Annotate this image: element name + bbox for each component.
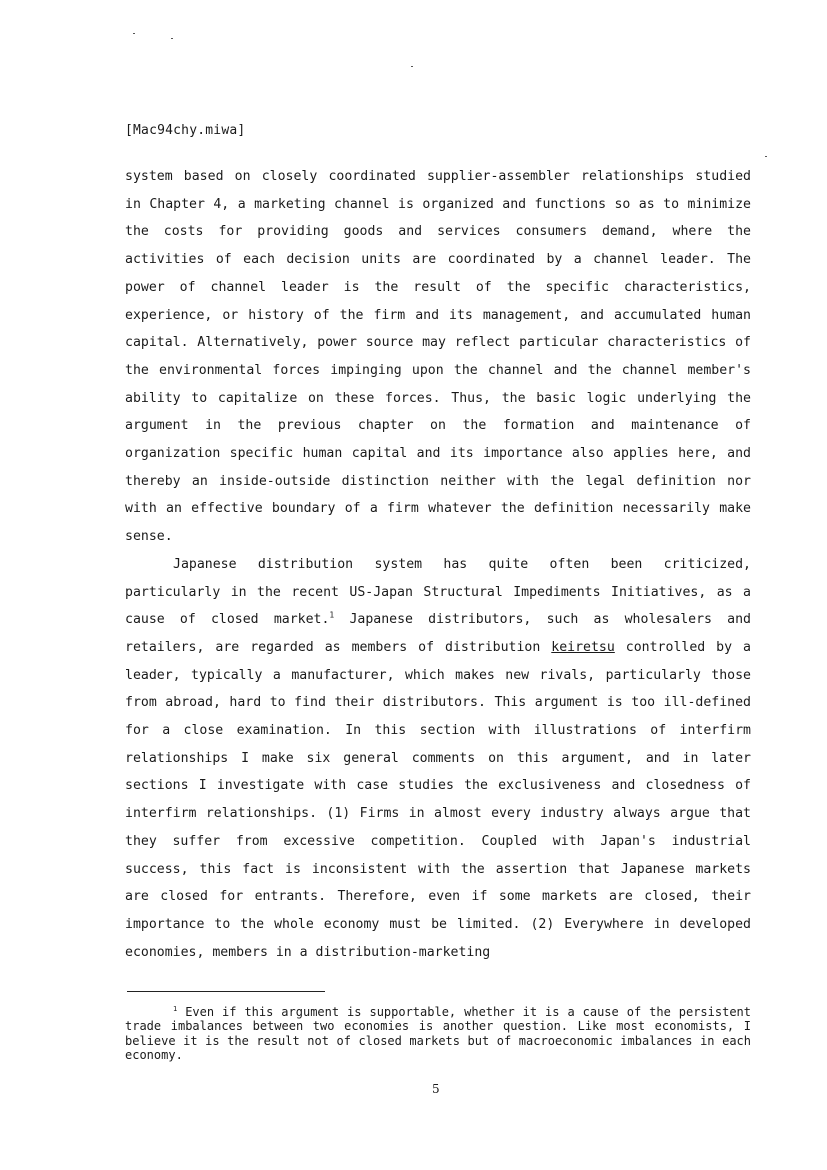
paragraph-2-part-1: Japanese distribution system has quite often been criticized, particularly in the recent US-Japan Structural Impediments Initiatives, as a cause of closed market.: [125, 556, 751, 628]
scan-speck: [133, 33, 135, 34]
paragraph-2-part-2: Japanese distributors, such as wholesalers and retailers, are regarded as members of distribution: [125, 612, 751, 655]
scan-speck: [171, 38, 173, 39]
paragraph-2-part-3: controlled by a leader, typically a manufacturer, which makes new rivals, particularly those from abroad, hard to find their distributors. This argument is too ill-defined for a close examination. In this section with illustrations of interfirm relationships I make six general comments on this argument, and in later sections I investigate with case studies the exclusiveness and closedness of interfirm relationships. (1) Firms in almost every industry always argue that they suffer from excessive competition. Coupled with Japan's industrial success, this fact is inconsistent with the assertion that Japanese markets are closed for entrants. Therefore, even if some markets are closed, their importance to the whole economy must be limited. (2) Everywhere in developed economies, members in a distribution-marketing: [125, 639, 751, 960]
body-text: [125, 163, 751, 966]
keyword-keiretsu: keiretsu: [551, 639, 615, 655]
footnote-reference: 1: [329, 610, 335, 620]
scan-speck: [765, 156, 767, 157]
footnote-text: Even if this argument is supportable, whether it is a cause of the persistent trade imbalances between two economies is another question. Like most economists, I believe it is the result not of closed markets but of macroeconomic imbalances in each economy.: [125, 1005, 752, 1062]
footnote: [125, 1005, 751, 1062]
page-number: 5: [432, 1082, 440, 1096]
footnote-separator: [127, 991, 325, 992]
scan-speck: [411, 66, 413, 67]
footnote-mark: 1: [173, 1005, 178, 1013]
paragraph-1: system based on closely coordinated supplier-assembler relationships studied in Chapter 4, a marketing channel is organized and functions so as to minimize the costs for providing goods and services consumers demand, where the activities of each decision units are coordinated by a channel leader. The power of channel leader is the result of the specific characteristics, experience, or history of the firm and its management, and accumulated human capital. Alternatively, power source may reflect particular characteristics of the environmental forces impinging upon the channel and the channel member's ability to capitalize on these forces. Thus, the basic logic underlying the argument in the previous chapter on the formation and maintenance of organization specific human capital and its importance also applies here, and thereby an inside-outside distinction neither with the legal definition nor with an effective boundary of a firm whatever the definition necessarily make sense.: [125, 169, 751, 545]
file-tag: [Mac94chy.miwa]: [125, 123, 246, 138]
paragraph-2: [125, 551, 751, 967]
